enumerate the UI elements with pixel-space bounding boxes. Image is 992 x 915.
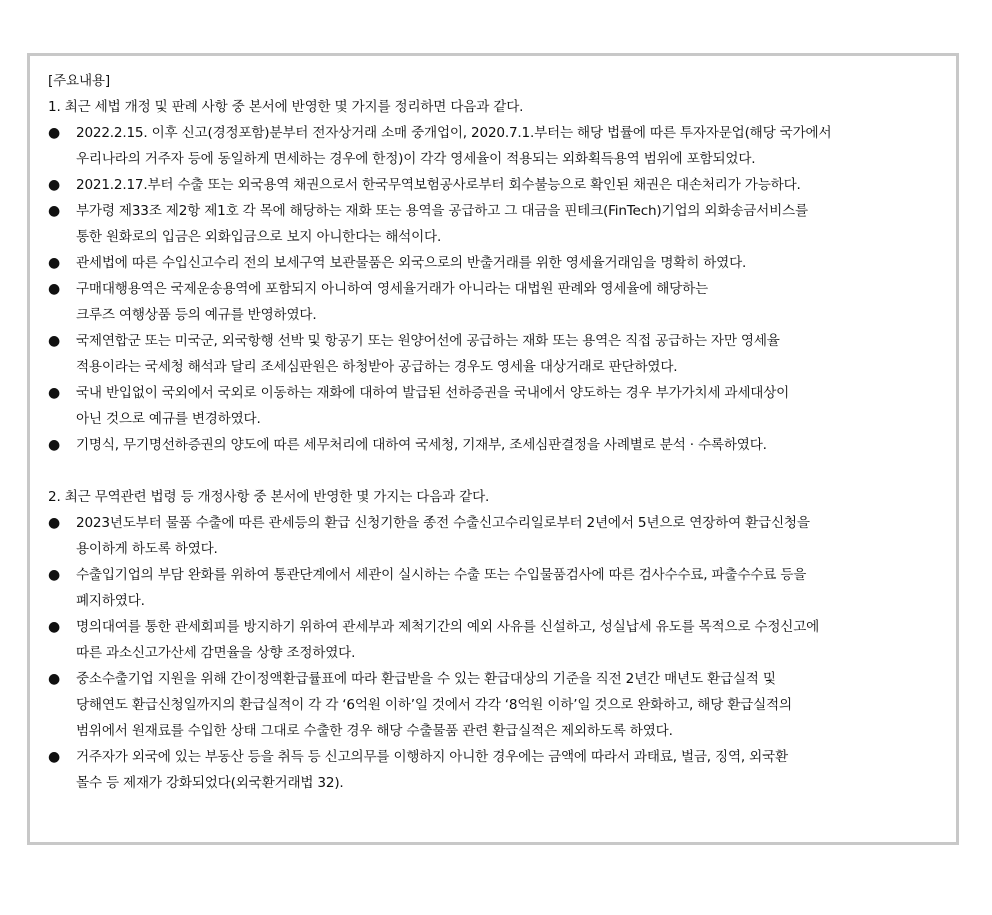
list-item-text: 중소수출기업 지원을 위해 간이정액환급률표에 따라 환급받을 수 있는 환급대상의 기준을 직전 2년간 매년도 환급실적 및 (76, 671, 776, 687)
list-item (48, 250, 948, 276)
bullet-icon: ● (48, 333, 61, 349)
section-heading: 1. 최근 세법 개정 및 판례 사항 중 본서에 반영한 몇 가지를 정리하면 다음과 같다. (48, 99, 524, 115)
bullet-icon: ● (48, 437, 61, 453)
list-item (48, 614, 948, 666)
list-item-text: 관세법에 따른 수입신고수리 전의 보세구역 보관물품은 외국으로의 반출거래를 위한 영세율거래임을 명확히 하였다. (76, 255, 747, 271)
list-item (48, 432, 948, 458)
list-item-text: 용이하게 하도록 하였다. (76, 541, 218, 557)
list-item (48, 276, 948, 328)
list-item (48, 198, 948, 250)
section-heading: 2. 최근 무역관련 법령 등 개정사항 중 본서에 반영한 몇 가지는 다음과 같다. (48, 489, 490, 505)
list-item-text: 범위에서 원재료를 수입한 상태 그대로 수출한 경우 해당 수출물품 관련 환급실적은 제외하도록 하였다. (76, 723, 673, 739)
list-item-text: 거주자가 외국에 있는 부동산 등을 취득 등 신고의무를 이행하지 아니한 경우에는 금액에 따라서 과태료, 벌금, 징역, 외국환 (76, 749, 788, 765)
list-item-text: 우리나라의 거주자 등에 동일하게 면세하는 경우에 한정)이 각각 영세율이 적용되는 외화획득용역 범위에 포함되었다. (76, 151, 756, 167)
content-box (27, 53, 959, 845)
list-item-text: 2022.2.15. 이후 신고(경정포함)분부터 전자상거래 소매 중개업이, 2020.7.1.부터는 해당 법률에 따른 투자자문업(해당 국가에서 (76, 125, 832, 141)
list-item-text: 국내 반입없이 국외에서 국외로 이동하는 재화에 대하여 발급된 선하증권을 국내에서 양도하는 경우 부가가치세 과세대상이 (76, 385, 790, 401)
list-item-text: 기명식, 무기명선하증권의 양도에 따른 세무처리에 대하여 국세청, 기재부, 조세심판결정을 사례별로 분석 · 수록하였다. (76, 437, 767, 453)
bullet-icon: ● (48, 281, 61, 297)
list-item-text: 몰수 등 제재가 강화되었다(외국환거래법 32). (76, 775, 344, 791)
list-item-text: 따른 과소신고가산세 감면율을 상향 조정하였다. (76, 645, 356, 661)
list-item (48, 120, 948, 172)
list-item-text: 2023년도부터 물품 수출에 따른 관세등의 환급 신청기한을 종전 수출신고수리일로부터 2년에서 5년으로 연장하여 환급신청을 (76, 515, 810, 531)
list-item (48, 380, 948, 432)
list-item-text: 국제연합군 또는 미국군, 외국항행 선박 및 항공기 또는 원양어선에 공급하는 재화 또는 용역은 직접 공급하는 자만 영세율 (76, 333, 780, 349)
list-item-text: 명의대여를 통한 관세회피를 방지하기 위하여 관세부과 제척기간의 예외 사유를 신설하고, 성실납세 유도를 목적으로 수정신고에 (76, 619, 820, 635)
bullet-icon: ● (48, 671, 61, 687)
bullet-icon: ● (48, 619, 61, 635)
list-item-text: 수출입기업의 부담 완화를 위하여 통관단계에서 세관이 실시하는 수출 또는 수입물품검사에 따른 검사수수료, 파출수수료 등을 (76, 567, 807, 583)
bullet-icon: ● (48, 515, 61, 531)
bullet-icon: ● (48, 125, 61, 141)
list-item-text: 2021.2.17.부터 수출 또는 외국용역 채권으로서 한국무역보험공사로부터 회수불능으로 확인된 채권은 대손처리가 가능하다. (76, 177, 801, 193)
list-item (48, 172, 948, 198)
bullet-icon: ● (48, 567, 61, 583)
list-item (48, 328, 948, 380)
list-item (48, 510, 948, 562)
list-item-text: 크루즈 여행상품 등의 예규를 반영하였다. (76, 307, 317, 323)
bullet-icon: ● (48, 255, 61, 271)
bullet-icon: ● (48, 203, 61, 219)
box-title: [주요내용] (48, 73, 110, 89)
document-body (48, 68, 948, 796)
list-item-text: 부가령 제33조 제2항 제1호 각 목에 해당하는 재화 또는 용역을 공급하고 그 대금을 핀테크(FinTech)기업의 외화송금서비스를 (76, 203, 808, 219)
list-item-text: 적용이라는 국세청 해석과 달리 조세심판원은 하청받아 공급하는 경우도 영세율 대상거래로 판단하였다. (76, 359, 678, 375)
list-item-text: 폐지하였다. (76, 593, 145, 609)
section-gap (48, 458, 948, 484)
list-item-text: 당해연도 환급신청일까지의 환급실적이 각 각 ‘6억원 이하’일 것에서 각각 ‘8억원 이하’일 것으로 완화하고, 해당 환급실적의 (76, 697, 792, 713)
bullet-icon: ● (48, 385, 61, 401)
list-item (48, 744, 948, 796)
bullet-icon: ● (48, 177, 61, 193)
list-item-text: 통한 원화로의 입금은 외화입금으로 보지 아니한다는 해석이다. (76, 229, 442, 245)
list-item (48, 562, 948, 614)
list-item (48, 666, 948, 744)
list-item-text: 구매대행용역은 국제운송용역에 포함되지 아니하여 영세율거래가 아니라는 대법원 판례와 영세율에 해당하는 (76, 281, 708, 297)
bullet-icon: ● (48, 749, 61, 765)
list-item-text: 아닌 것으로 예규를 변경하였다. (76, 411, 261, 427)
